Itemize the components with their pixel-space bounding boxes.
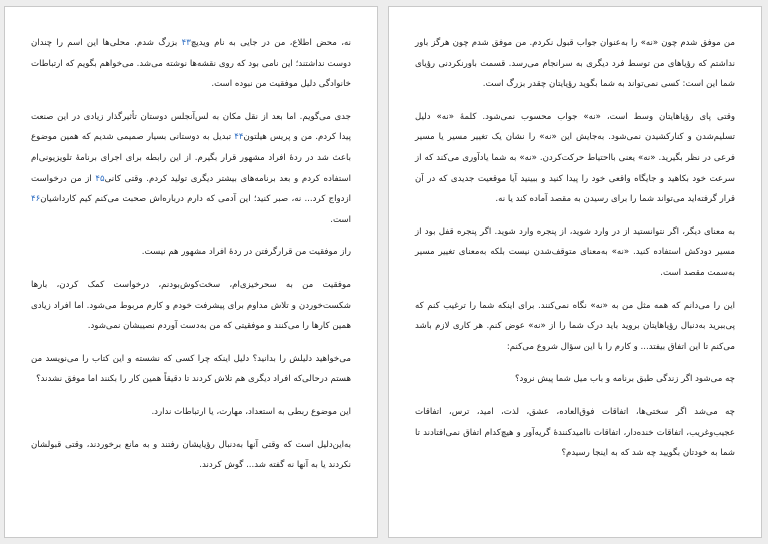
paragraph — [415, 402, 735, 464]
text-segment: این را می‌دانم که همه مثل من به «نه» نگاه نمی‌کنند. برای اینکه شما را ترغیب کنم که پی‌ببرید به‌دنبال رؤیاهایتان بروید باید درک شما را از «نه» عوض کنم. هر کاری لازم باشد می‌کنم تا این اتفاق بیفتد... و کارم را با این سؤال شروع می‌کنم: — [415, 300, 735, 352]
paragraph — [415, 296, 735, 358]
text-segment: چه می‌شد اگر سختی‌ها، اتفاقات فوق‌العاده، عشق، لذت، امید، ترس، اتفاقات عجیب‌وغریب، اتفاقات خنده‌دار، اتفاقات ناامیدکنندهٔ گریه‌آور و هیچ‌کدام اتفاق نمی‌افتادند تا شما به خودتان بگویید چه شد که به اینجا رسیدم؟ — [415, 406, 735, 459]
text-segment: چه می‌شود اگر زندگی طبق برنامه و باب میل شما پیش نرود؟ — [514, 374, 735, 385]
page-left-text — [31, 33, 351, 476]
text-segment: به‌این‌دلیل است که وقتی آنها به‌دنبال رؤیایشان رفتند و به مانع برخوردند، وقتی قبولشان نکردند یا به آنها نه گفته شد... گوش کردند. — [31, 439, 351, 471]
text-segment: راز موفقیت من قرارگرفتن در ردهٔ افراد مشهور هم نیست. — [141, 247, 351, 258]
text-segment: موفقیت من به سحرخیزی‌ام، سخت‌کوش‌بودنم، درخواست کمک کردن، بارها شکست‌خوردن و تلاش مداوم برای پیشرفت خودم و کارم مربوط می‌شود. اما افراد زیادی همین کارها را می‌کنند و موفقیتی که من به‌دست آوردم نصیبشان نمی‌شود. — [31, 279, 351, 332]
paragraph — [31, 275, 351, 337]
text-segment: می‌خواهید دلیلش را بدانید؟ دلیل اینکه چرا کسی که نشسته و این کتاب را می‌نویسد من هستم درحالی‌که افراد دیگری هم تلاش کردند تا دقیقاً همین کار را بکنند اما موفق نشدند؟ — [31, 353, 351, 385]
footnote-reference[interactable]: ۴۵ — [95, 173, 105, 184]
paragraph — [415, 222, 735, 284]
text-segment: از من درخواست ازدواج کرد... نه، صبر کنید؛ این آدمی که دارم درباره‌اش صحبت می‌کنم کیم کارداشیان — [31, 173, 351, 205]
paragraph — [31, 242, 351, 263]
text-segment: است. — [330, 214, 351, 225]
paragraph — [31, 349, 351, 390]
text-segment: من موفق شدم چون «نه» را به‌عنوان جواب قبول نکردم. من موفق شدم چون هرگز باور نداشتم که رؤیاهای من توسط فرد دیگری به سرانجام می‌رسد. قسمت باورنکردنی رؤیای شما این است: کسی نمی‌تواند به شما بگوید رؤیایتان چقدر بزرگ است. — [415, 38, 735, 90]
text-segment: وقتی پای رؤیاهایتان وسط است، «نه» جواب محسوب نمی‌شود. کلمهٔ «نه» دلیل تسلیم‌شدن و کنارکشیدن نمی‌شود. به‌جایش این «نه» را نشان یک تغییر مسیر یا مسیر فرعی در نظر بگیرید. «نه» یعنی بااحتیاط حرکت‌کردن. «نه» به شما یادآوری می‌کند که از سرعت خود بکاهید و جایگاه واقعی خود را پیدا کنید و ببینید آیا موقعیت جدیدی که در آن قرار گرفته‌اید می‌تواند شما را برای رسیدن به مقصد آماده کند یا نه. — [415, 111, 735, 205]
page-right — [388, 6, 762, 538]
page-left — [4, 6, 378, 538]
text-segment: به معنای دیگر، اگر نتوانستید از در وارد شوید، از پنجره وارد شوید. اگر پنجره قفل بود از مسیر دودکش استفاده کنید. «نه» به‌معنای متوقف‌شدن نیست بلکه به‌معنای تغییر مسیر به‌سمت مقصد است. — [415, 226, 735, 278]
footnote-reference[interactable]: ۴۳ — [181, 38, 191, 48]
page-right-text — [415, 33, 735, 464]
paragraph — [31, 402, 351, 423]
paragraph — [31, 435, 351, 476]
text-segment: نه، محض اطلاع، من در جایی به نام ویدیچ — [190, 38, 352, 48]
paragraph — [415, 369, 735, 390]
paragraph — [31, 33, 351, 95]
paragraph — [415, 33, 735, 95]
paragraph — [31, 107, 351, 231]
text-segment: این موضوع ربطی به استعداد، مهارت، یا ارتباطات ندارد. — [151, 406, 351, 417]
text-segment: بزرگ شدم. محلی‌ها این اسم را چندان دوست نداشتند؛ این نامی بود که روی نقشه‌ها نوشته می‌شد. می‌خواهم بگویم که ارتباطات خانوادگی دلیل موفقیت من نبوده است. — [31, 38, 351, 90]
paragraph — [415, 107, 735, 210]
text-segment: جدی می‌گویم. اما بعد از نقل مکان به لس‌آنجلس دوستان تأثیرگذار زیادی در این صنعت پیدا کردم. من و پریس هیلتون — [31, 111, 351, 143]
footnote-reference[interactable]: ۴۶ — [31, 194, 41, 205]
footnote-reference[interactable]: ۴۴ — [234, 132, 244, 143]
text-segment: تبدیل به دوستانی بسیار صمیمی شدیم که همین موضوع باعث شد در ردهٔ افراد مشهور قرار بگیرم. از این رابطه برای اجرای برنامهٔ تلویزیونی‌ام استفاده کردم و بعد برنامه‌های بیشتر دیگری تولید کردم. وقتی کانی — [31, 132, 352, 184]
